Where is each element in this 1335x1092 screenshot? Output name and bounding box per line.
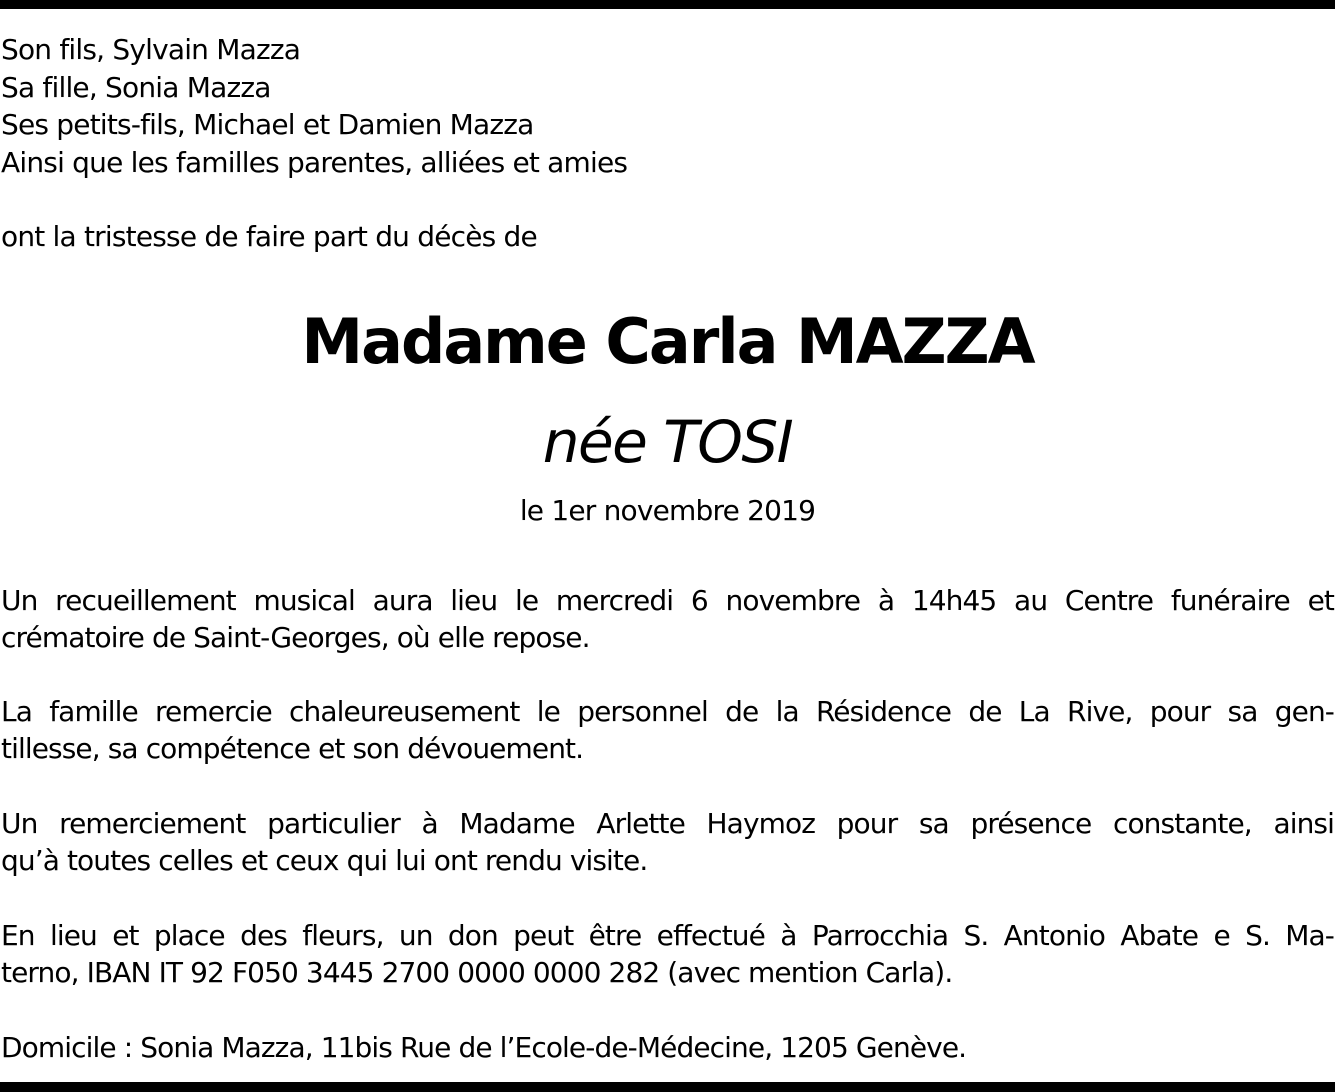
- family-list: [1, 31, 1331, 181]
- family-line-relatives: Ainsi que les familles parentes, alliées et amies: [1, 145, 628, 179]
- family-line-grandsons: Ses petits-fils, Michael et Damien Mazza: [1, 108, 534, 141]
- top-border-rule: [0, 0, 1335, 9]
- deceased-maiden-name: née TOSI: [542, 408, 793, 476]
- ceremony-paragraph: [1, 582, 1334, 656]
- particular-thanks-paragraph: [1, 805, 1334, 879]
- death-date: le 1er novembre 2019: [519, 494, 816, 527]
- particular-thanks-line-2: qu’à toutes celles et ceux qui lui ont rendu visite.: [1, 844, 648, 877]
- bottom-border-rule: [0, 1082, 1335, 1092]
- staff-thanks-line-1: La famille remercie chaleureusement le personnel de la Résidence de La Rive, pour sa gen-: [1, 695, 1334, 728]
- donation-line-2: terno, IBAN IT 92 F050 3445 2700 0000 0000 282 (avec mention Carla).: [1, 956, 953, 989]
- family-line-daughter: Sa fille, Sonia Mazza: [1, 70, 271, 104]
- particular-thanks-line-1: Un remerciement particulier à Madame Arlette Haymoz pour sa présence constante, ainsi: [1, 807, 1334, 840]
- announcement-intro: ont la tristesse de faire part du décès de: [1, 220, 537, 253]
- domicile-line: Domicile : Sonia Mazza, 11bis Rue de l’Ecole-de-Médecine, 1205 Genève.: [1, 1031, 967, 1064]
- ceremony-line-1: Un recueillement musical aura lieu le mercredi 6 novembre à 14h45 au Centre funéraire et: [1, 584, 1334, 617]
- staff-thanks-paragraph: [1, 693, 1334, 767]
- deceased-name: Madame Carla MAZZA: [301, 305, 1034, 378]
- ceremony-line-2: crématoire de Saint-Georges, où elle repose.: [1, 621, 590, 654]
- staff-thanks-line-2: tillesse, sa compétence et son dévouement.: [1, 732, 584, 765]
- donation-line-1: En lieu et place des fleurs, un don peut être effectué à Parrocchia S. Antonio Abate e S. Ma-: [1, 919, 1334, 952]
- family-line-son: Son fils, Sylvain Mazza: [1, 33, 301, 66]
- donation-paragraph: [1, 917, 1334, 991]
